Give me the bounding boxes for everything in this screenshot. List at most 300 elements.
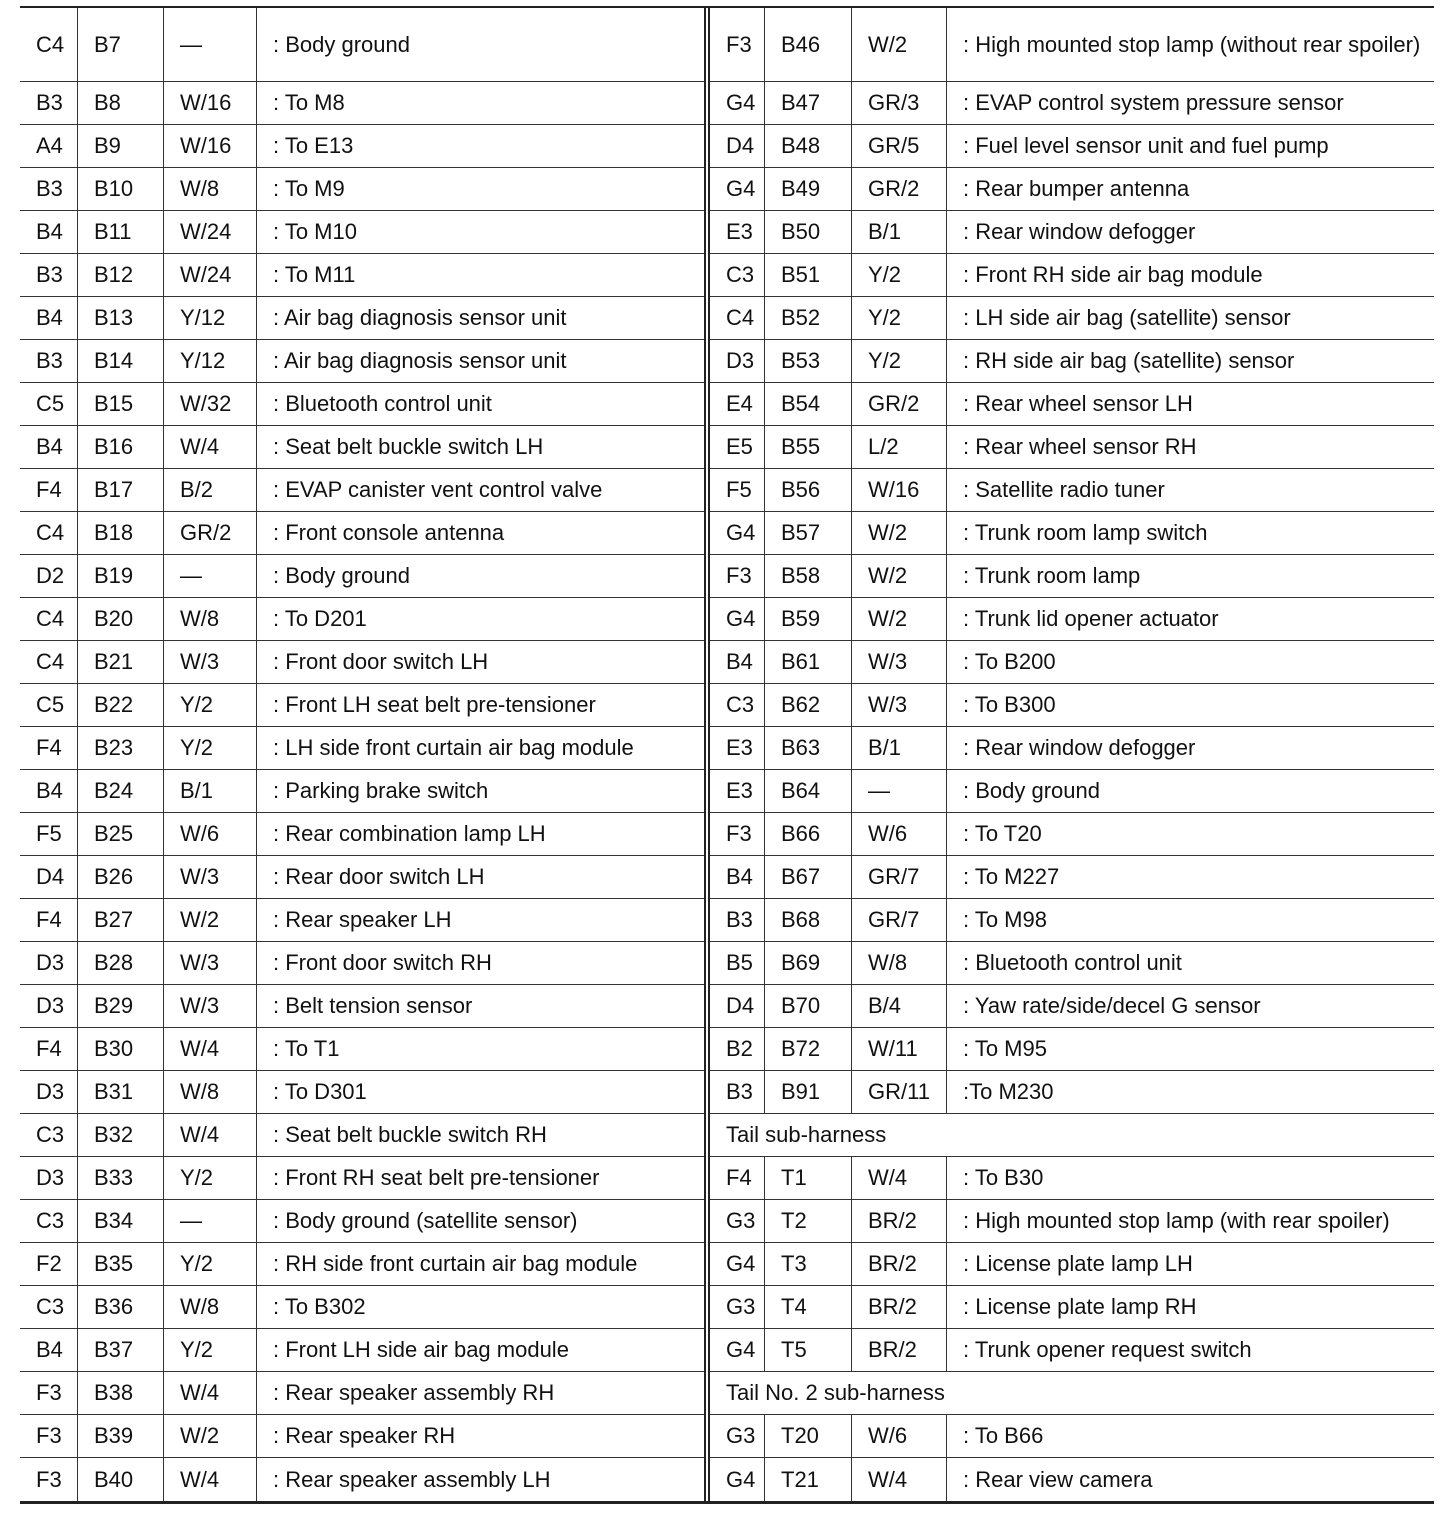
connector-color-cell: Y/2 <box>852 340 947 382</box>
connector-number-cell: B20 <box>78 598 164 640</box>
grid-location-cell: C5 <box>20 383 78 425</box>
table-row <box>710 125 1434 168</box>
connector-description-cell: : LH side front curtain air bag module <box>273 735 634 760</box>
table-row <box>710 641 1434 684</box>
connector-number-cell: B22 <box>78 684 164 726</box>
connector-number-cell: B70 <box>765 985 852 1027</box>
grid-location-cell: B2 <box>710 1028 765 1070</box>
connector-color-cell: W/8 <box>852 942 947 984</box>
table-row <box>710 598 1434 641</box>
connector-number-cell: B57 <box>765 512 852 554</box>
connector-color-cell: GR/2 <box>852 383 947 425</box>
connector-color-cell: W/2 <box>164 1415 257 1457</box>
connector-description-cell: : Rear speaker assembly LH <box>273 1466 551 1492</box>
table-row <box>20 813 704 856</box>
table-row <box>20 254 704 297</box>
connector-number-cell: B39 <box>78 1415 164 1457</box>
connector-number-cell: B13 <box>78 297 164 339</box>
grid-location-cell: C4 <box>20 8 78 81</box>
connector-description-cell: : Rear speaker LH <box>273 907 452 932</box>
connector-color-cell: B/4 <box>852 985 947 1027</box>
grid-location-cell: F4 <box>20 1028 78 1070</box>
connector-description-cell: : To M95 <box>963 1036 1047 1061</box>
connector-number-cell: B47 <box>765 82 852 124</box>
grid-location-cell: E5 <box>710 426 765 468</box>
table-row <box>710 942 1434 985</box>
connector-number-cell: T4 <box>765 1286 852 1328</box>
connector-color-cell: Y/12 <box>164 340 257 382</box>
connector-number-cell: B67 <box>765 856 852 898</box>
connector-color-cell: GR/7 <box>852 856 947 898</box>
table-row <box>20 512 704 555</box>
grid-location-cell: G4 <box>710 1329 765 1371</box>
grid-location-cell: F4 <box>20 727 78 769</box>
grid-location-cell: D3 <box>20 1071 78 1113</box>
connector-color-cell: W/16 <box>164 125 257 167</box>
table-row <box>20 1243 704 1286</box>
connector-color-cell: Y/2 <box>164 684 257 726</box>
connector-number-cell: B17 <box>78 469 164 511</box>
grid-location-cell: F3 <box>20 1458 78 1501</box>
grid-location-cell: B4 <box>20 426 78 468</box>
grid-location-cell: C3 <box>710 254 765 296</box>
connector-description-cell: : Body ground <box>273 31 410 57</box>
connector-description-cell: : To D201 <box>273 606 367 631</box>
grid-location-cell: B4 <box>710 641 765 683</box>
connector-number-cell: T21 <box>765 1458 852 1501</box>
connector-number-cell: B37 <box>78 1329 164 1371</box>
grid-location-cell: B3 <box>20 82 78 124</box>
grid-location-cell: F5 <box>710 469 765 511</box>
table-row <box>20 82 704 125</box>
connector-description-cell: : Body ground <box>963 778 1100 803</box>
connector-description-cell: : Trunk room lamp <box>963 563 1141 588</box>
table-row <box>20 426 704 469</box>
connector-number-cell: B72 <box>765 1028 852 1070</box>
table-row <box>710 211 1434 254</box>
connector-number-cell: B30 <box>78 1028 164 1070</box>
connector-description-cell: : Rear wheel sensor RH <box>963 434 1197 459</box>
table-row <box>20 340 704 383</box>
grid-location-cell: F4 <box>20 469 78 511</box>
table-row <box>20 125 704 168</box>
grid-location-cell: G4 <box>710 598 765 640</box>
connector-color-cell: W/8 <box>164 1071 257 1113</box>
connector-number-cell: B38 <box>78 1372 164 1414</box>
connector-description-cell: : Rear speaker RH <box>273 1423 456 1448</box>
grid-location-cell: D3 <box>710 340 765 382</box>
connector-color-cell: BR/2 <box>852 1243 947 1285</box>
grid-location-cell: G4 <box>710 82 765 124</box>
table-row <box>20 168 704 211</box>
table-row <box>710 1071 1434 1114</box>
connector-description-cell: : Front door switch RH <box>273 950 492 975</box>
connector-color-cell: W/4 <box>852 1157 947 1199</box>
connector-description-cell: : Rear combination lamp LH <box>273 821 546 846</box>
connector-number-cell: B59 <box>765 598 852 640</box>
table-row <box>710 1329 1434 1372</box>
connector-description-cell: : Bluetooth control unit <box>963 950 1182 975</box>
grid-location-cell: D3 <box>20 942 78 984</box>
grid-location-cell: E3 <box>710 211 765 253</box>
connector-description-cell: : Front RH seat belt pre-tensioner <box>273 1165 600 1190</box>
grid-location-cell: B3 <box>20 340 78 382</box>
grid-location-cell: F3 <box>710 813 765 855</box>
table-row <box>20 684 704 727</box>
connector-description-cell: : License plate lamp LH <box>963 1251 1193 1276</box>
grid-location-cell: G3 <box>710 1415 765 1457</box>
connector-number-cell: T20 <box>765 1415 852 1457</box>
connector-color-cell: W/3 <box>164 985 257 1027</box>
connector-description-cell: : Fuel level sensor unit and fuel pump <box>963 133 1329 158</box>
connector-color-cell: B/1 <box>852 211 947 253</box>
connector-color-cell: L/2 <box>852 426 947 468</box>
grid-location-cell: C3 <box>20 1286 78 1328</box>
grid-location-cell: F3 <box>710 8 765 81</box>
grid-location-cell: D4 <box>710 985 765 1027</box>
connector-color-cell: W/2 <box>164 899 257 941</box>
connector-description-cell: : To M8 <box>273 90 345 115</box>
table-row <box>710 383 1434 426</box>
grid-location-cell: G4 <box>710 1243 765 1285</box>
connector-description-cell: : Rear speaker assembly RH <box>273 1380 555 1405</box>
grid-location-cell: F5 <box>20 813 78 855</box>
connector-color-cell: — <box>164 555 257 597</box>
table-row <box>20 8 704 82</box>
connector-description-cell: : To M11 <box>273 262 356 287</box>
connector-description-cell: : Air bag diagnosis sensor unit <box>273 348 567 373</box>
connector-description-cell: : To B200 <box>963 649 1056 674</box>
connector-table-right <box>708 8 1434 1501</box>
grid-location-cell: C4 <box>20 512 78 554</box>
grid-location-cell: C4 <box>20 598 78 640</box>
table-row <box>710 512 1434 555</box>
grid-location-cell: C3 <box>20 1114 78 1156</box>
table-row <box>20 942 704 985</box>
connector-description-cell: : RH side air bag (satellite) sensor <box>963 348 1295 373</box>
grid-location-cell: D2 <box>20 555 78 597</box>
connector-description-cell: : To B302 <box>273 1294 366 1319</box>
connector-number-cell: B16 <box>78 426 164 468</box>
table-row <box>710 770 1434 813</box>
connector-color-cell: — <box>164 8 257 81</box>
connector-color-cell: W/3 <box>852 641 947 683</box>
connector-color-cell: W/8 <box>164 1286 257 1328</box>
connector-number-cell: B27 <box>78 899 164 941</box>
connector-number-cell: B34 <box>78 1200 164 1242</box>
table-row <box>710 82 1434 125</box>
connector-number-cell: B18 <box>78 512 164 554</box>
connector-description-cell: : Seat belt buckle switch LH <box>273 434 544 459</box>
connector-color-cell: W/16 <box>164 82 257 124</box>
table-row <box>20 297 704 340</box>
grid-location-cell: B4 <box>20 297 78 339</box>
connector-description-cell: : Trunk room lamp switch <box>963 520 1208 545</box>
connector-description-cell: : Rear door switch LH <box>273 864 485 889</box>
connector-color-cell: W/6 <box>852 1415 947 1457</box>
grid-location-cell: D4 <box>20 856 78 898</box>
grid-location-cell: C4 <box>20 641 78 683</box>
table-row <box>710 254 1434 297</box>
grid-location-cell: D3 <box>20 1157 78 1199</box>
connector-description-cell: : RH side front curtain air bag module <box>273 1251 638 1276</box>
connector-color-cell: Y/2 <box>164 1243 257 1285</box>
connector-description-cell: : High mounted stop lamp (without rear spoiler) <box>963 31 1421 57</box>
connector-number-cell: B35 <box>78 1243 164 1285</box>
connector-number-cell: B52 <box>765 297 852 339</box>
table-row <box>710 727 1434 770</box>
connector-color-cell: W/16 <box>852 469 947 511</box>
connector-number-cell: B61 <box>765 641 852 683</box>
connector-description-cell: : Trunk lid opener actuator <box>963 606 1219 631</box>
table-row <box>710 168 1434 211</box>
connector-description-cell: : To M227 <box>963 864 1060 889</box>
connector-number-cell: B8 <box>78 82 164 124</box>
connector-description-cell: : Air bag diagnosis sensor unit <box>273 305 567 330</box>
connector-description-cell: : To D301 <box>273 1079 367 1104</box>
connector-color-cell: BR/2 <box>852 1329 947 1371</box>
table-row <box>710 985 1434 1028</box>
connector-color-cell: GR/2 <box>852 168 947 210</box>
connector-description-cell: : License plate lamp RH <box>963 1294 1197 1319</box>
connector-number-cell: B24 <box>78 770 164 812</box>
connector-number-cell: T5 <box>765 1329 852 1371</box>
table-row <box>710 1458 1434 1501</box>
connector-color-cell: W/4 <box>164 1458 257 1501</box>
connector-color-cell: B/1 <box>164 770 257 812</box>
connector-color-cell: GR/2 <box>164 512 257 554</box>
grid-location-cell: D4 <box>710 125 765 167</box>
connector-number-cell: B66 <box>765 813 852 855</box>
connector-number-cell: B64 <box>765 770 852 812</box>
table-row <box>20 1458 704 1501</box>
connector-description-cell: : Front RH side air bag module <box>963 262 1263 287</box>
connector-color-cell: Y/2 <box>164 727 257 769</box>
section-header-row <box>710 1114 1434 1157</box>
connector-description-cell: : Satellite radio tuner <box>963 477 1165 502</box>
connector-number-cell: B48 <box>765 125 852 167</box>
connector-number-cell: T3 <box>765 1243 852 1285</box>
grid-location-cell: B4 <box>20 211 78 253</box>
table-row <box>710 297 1434 340</box>
grid-location-cell: C3 <box>20 1200 78 1242</box>
connector-description-cell: : To M10 <box>273 219 357 244</box>
connector-color-cell: GR/3 <box>852 82 947 124</box>
table-row <box>710 1415 1434 1458</box>
grid-location-cell: F3 <box>710 555 765 597</box>
connector-description-cell: : Parking brake switch <box>273 778 489 803</box>
connector-description-cell: :To M230 <box>963 1079 1054 1104</box>
connector-description-cell: : High mounted stop lamp (with rear spoiler) <box>963 1208 1390 1233</box>
grid-location-cell: G3 <box>710 1200 765 1242</box>
table-row <box>20 1157 704 1200</box>
connector-color-cell: W/4 <box>164 1114 257 1156</box>
table-row <box>20 1071 704 1114</box>
connector-number-cell: B51 <box>765 254 852 296</box>
connector-description-cell: : To M9 <box>273 176 345 201</box>
connector-number-cell: B19 <box>78 555 164 597</box>
table-row <box>20 727 704 770</box>
connector-description-cell: : Rear bumper antenna <box>963 176 1190 201</box>
connector-number-cell: B29 <box>78 985 164 1027</box>
connector-color-cell: W/2 <box>852 555 947 597</box>
connector-description-cell: : To B66 <box>963 1423 1044 1448</box>
grid-location-cell: B4 <box>20 770 78 812</box>
connector-number-cell: B46 <box>765 8 852 81</box>
connector-number-cell: B25 <box>78 813 164 855</box>
connector-color-cell: W/11 <box>852 1028 947 1070</box>
grid-location-cell: D3 <box>20 985 78 1027</box>
grid-location-cell: F4 <box>20 899 78 941</box>
connector-color-cell: Y/2 <box>164 1329 257 1371</box>
connector-number-cell: T1 <box>765 1157 852 1199</box>
connector-description-cell: : To E13 <box>273 133 354 158</box>
connector-number-cell: B15 <box>78 383 164 425</box>
table-row <box>710 1243 1434 1286</box>
connector-number-cell: B63 <box>765 727 852 769</box>
grid-location-cell: C3 <box>710 684 765 726</box>
connector-description-cell: : Rear view camera <box>963 1466 1153 1492</box>
connector-number-cell: B32 <box>78 1114 164 1156</box>
connector-number-cell: B69 <box>765 942 852 984</box>
connector-color-cell: W/3 <box>164 641 257 683</box>
connector-color-cell: GR/11 <box>852 1071 947 1113</box>
table-row <box>710 1028 1434 1071</box>
table-row <box>20 1286 704 1329</box>
connector-number-cell: B62 <box>765 684 852 726</box>
connector-color-cell: GR/5 <box>852 125 947 167</box>
grid-location-cell: G4 <box>710 1458 765 1501</box>
table-row <box>20 1028 704 1071</box>
sub-harness-title: Tail sub-harness <box>726 1122 887 1147</box>
connector-number-cell: B21 <box>78 641 164 683</box>
connector-color-cell: W/6 <box>164 813 257 855</box>
connector-description-cell: : Front door switch LH <box>273 649 489 674</box>
connector-color-cell: — <box>164 1200 257 1242</box>
connector-color-cell: W/24 <box>164 254 257 296</box>
grid-location-cell: G4 <box>710 168 765 210</box>
table-row <box>20 641 704 684</box>
connector-description-cell: : LH side air bag (satellite) sensor <box>963 305 1291 330</box>
table-row <box>710 426 1434 469</box>
connector-number-cell: B55 <box>765 426 852 468</box>
table-row <box>20 598 704 641</box>
table-row <box>710 340 1434 383</box>
connector-number-cell: B23 <box>78 727 164 769</box>
connector-number-cell: B53 <box>765 340 852 382</box>
connector-color-cell: Y/2 <box>852 254 947 296</box>
connector-number-cell: B49 <box>765 168 852 210</box>
table-row <box>710 899 1434 942</box>
connector-description-cell: : Body ground <box>273 563 410 588</box>
table-row <box>710 8 1434 82</box>
table-row <box>20 469 704 512</box>
connector-color-cell: W/3 <box>164 942 257 984</box>
connector-description-cell: : To M98 <box>963 907 1047 932</box>
connector-description-cell: : Body ground (satellite sensor) <box>273 1208 578 1233</box>
grid-location-cell: B4 <box>710 856 765 898</box>
grid-location-cell: F4 <box>710 1157 765 1199</box>
connector-number-cell: B36 <box>78 1286 164 1328</box>
connector-color-cell: Y/2 <box>852 297 947 339</box>
connector-number-cell: B56 <box>765 469 852 511</box>
connector-color-cell: W/24 <box>164 211 257 253</box>
connector-color-cell: W/8 <box>164 598 257 640</box>
connector-number-cell: B31 <box>78 1071 164 1113</box>
connector-color-cell: W/2 <box>852 598 947 640</box>
table-row <box>20 899 704 942</box>
table-row <box>710 1286 1434 1329</box>
connector-number-cell: B33 <box>78 1157 164 1199</box>
connector-description-cell: : Front console antenna <box>273 520 505 545</box>
grid-location-cell: F3 <box>20 1372 78 1414</box>
table-row <box>20 1114 704 1157</box>
connector-color-cell: W/4 <box>164 1372 257 1414</box>
connector-color-cell: W/8 <box>164 168 257 210</box>
table-row <box>20 856 704 899</box>
section-header-row <box>710 1372 1434 1415</box>
connector-color-cell: W/4 <box>164 1028 257 1070</box>
table-row <box>20 1329 704 1372</box>
grid-location-cell: F2 <box>20 1243 78 1285</box>
grid-location-cell: E3 <box>710 727 765 769</box>
connector-number-cell: B50 <box>765 211 852 253</box>
table-row <box>710 684 1434 727</box>
connector-color-cell: W/6 <box>852 813 947 855</box>
connector-color-cell: B/2 <box>164 469 257 511</box>
connector-number-cell: B91 <box>765 1071 852 1113</box>
connector-color-cell: GR/7 <box>852 899 947 941</box>
connector-description-cell: : To T1 <box>273 1036 340 1061</box>
grid-location-cell: B3 <box>710 899 765 941</box>
grid-location-cell: A4 <box>20 125 78 167</box>
table-row <box>710 856 1434 899</box>
connector-number-cell: B54 <box>765 383 852 425</box>
connector-table-left <box>20 8 706 1501</box>
connector-description-cell: : To B30 <box>963 1165 1044 1190</box>
connector-number-cell: B68 <box>765 899 852 941</box>
connector-number-cell: B12 <box>78 254 164 296</box>
connector-color-cell: W/32 <box>164 383 257 425</box>
connector-description-cell: : Yaw rate/side/decel G sensor <box>963 993 1261 1018</box>
connector-color-cell: B/1 <box>852 727 947 769</box>
connector-number-cell: T2 <box>765 1200 852 1242</box>
connector-table <box>20 6 1434 1504</box>
grid-location-cell: B3 <box>20 254 78 296</box>
connector-number-cell: B58 <box>765 555 852 597</box>
grid-location-cell: E3 <box>710 770 765 812</box>
connector-color-cell: W/2 <box>852 8 947 81</box>
connector-color-cell: BR/2 <box>852 1286 947 1328</box>
table-row <box>20 211 704 254</box>
grid-location-cell: E4 <box>710 383 765 425</box>
grid-location-cell: B5 <box>710 942 765 984</box>
connector-color-cell: W/2 <box>852 512 947 554</box>
table-row <box>710 555 1434 598</box>
connector-color-cell: W/4 <box>164 426 257 468</box>
table-row <box>20 1372 704 1415</box>
connector-description-cell: : EVAP canister vent control valve <box>273 477 603 502</box>
grid-location-cell: B3 <box>710 1071 765 1113</box>
connector-number-cell: B11 <box>78 211 164 253</box>
table-row <box>20 985 704 1028</box>
table-row <box>710 1157 1434 1200</box>
connector-description-cell: : To B300 <box>963 692 1056 717</box>
connector-description-cell: : Belt tension sensor <box>273 993 473 1018</box>
table-row <box>20 770 704 813</box>
connector-color-cell: Y/12 <box>164 297 257 339</box>
connector-color-cell: W/3 <box>164 856 257 898</box>
